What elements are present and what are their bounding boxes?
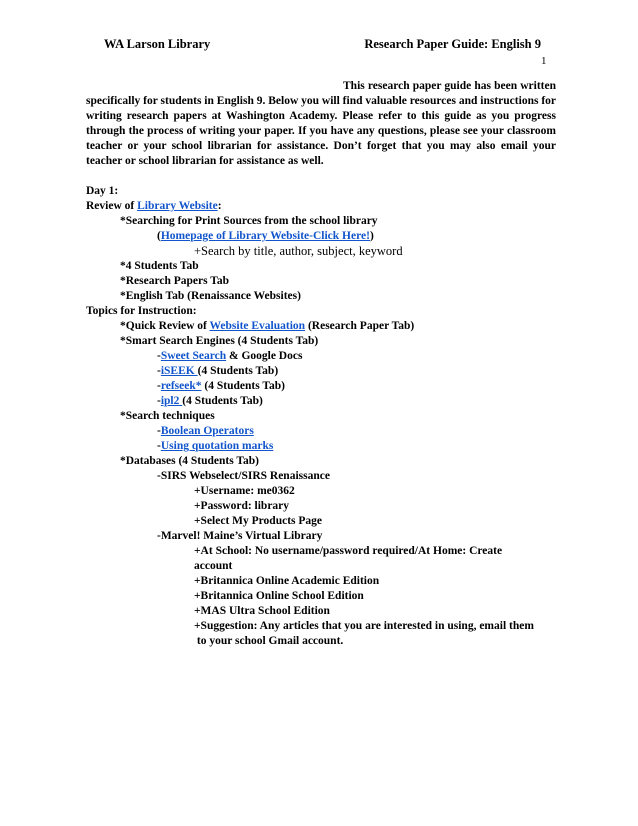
iseek-link[interactable]: iSEEK [160,365,198,377]
page-number: 1 [541,55,547,67]
marvel-item: +MAS Ultra School Edition [194,605,330,617]
homepage-line: (Homepage of Library Website-Click Here!) [157,230,374,242]
homepage-link[interactable]: Homepage of Library Website-Click Here! [160,230,370,242]
sweet-search-link[interactable]: Sweet Search [160,350,227,362]
search-techniques-line: *Search techniques [120,410,215,422]
boolean-operators-link[interactable]: Boolean Operators [160,425,254,437]
search-by-line: +Search by title, author, subject, keyword [194,244,403,258]
technique-item: -Using quotation marks [157,440,274,452]
smart-search-line: *Smart Search Engines (4 Students Tab) [120,335,319,347]
technique-item: -Boolean Operators [157,425,254,437]
library-website-link[interactable]: Library Website [137,200,218,212]
ipl2-link[interactable]: ipl2 [160,395,183,407]
engine-item: -refseek* (4 Students Tab) [157,380,285,392]
marvel-item: account [194,560,233,572]
marvel-item: +Britannica Online Academic Edition [194,575,380,587]
sirs-item: +Username: me0362 [194,485,295,497]
sirs-item: +Select My Products Page [194,515,323,527]
tab-item: *English Tab (Renaissance Websites) [120,290,301,302]
marvel-item: +Suggestion: Any articles that you are interested in using, email them [194,620,534,632]
marvel-item: +At School: No username/password required/At Home: Create [194,545,503,557]
document-body [86,79,556,649]
tab-item: *4 Students Tab [120,260,199,272]
databases-line: *Databases (4 Students Tab) [120,455,259,467]
sirs-item: +Password: library [194,500,290,512]
sirs-heading: -SIRS Webselect/SIRS Renaissance [157,470,330,482]
tab-item: *Research Papers Tab [120,275,230,287]
intro-paragraph: This research paper guide has been written specifically for students in English 9. Below you will find valuable resources and instructions for writing research papers at Washington Academy. Please refer to this guide as you progress through the process of writing your paper. If you have any questions, please see your classroom teacher or your school librarian for assistance. Don’t forget that you may also email your teacher or school librarian for assistance as well. [86,80,556,167]
topics-heading: Topics for Instruction: [86,305,197,317]
engine-item: -Sweet Search & Google Docs [157,350,303,362]
engine-item: -iSEEK (4 Students Tab) [157,365,279,377]
website-evaluation-link[interactable]: Website Evaluation [209,320,306,332]
quick-review-line: *Quick Review of Website Evaluation (Research Paper Tab) [120,320,415,332]
searching-print-line: *Searching for Print Sources from the school library [120,215,378,227]
header-library-name: WA Larson Library [104,37,211,51]
marvel-item: +Britannica Online School Edition [194,590,364,602]
engine-item: -ipl2 (4 Students Tab) [157,395,263,407]
quotation-marks-link[interactable]: Using quotation marks [160,440,274,452]
marvel-item: to your school Gmail account. [194,635,344,647]
header-guide-title: Research Paper Guide: English 9 [364,37,541,51]
marvel-heading: -Marvel! Maine’s Virtual Library [157,530,323,542]
refseek-link[interactable]: refseek* [160,380,202,392]
day-heading: Day 1: [86,185,119,197]
review-line: Review of Library Website: [86,200,222,212]
